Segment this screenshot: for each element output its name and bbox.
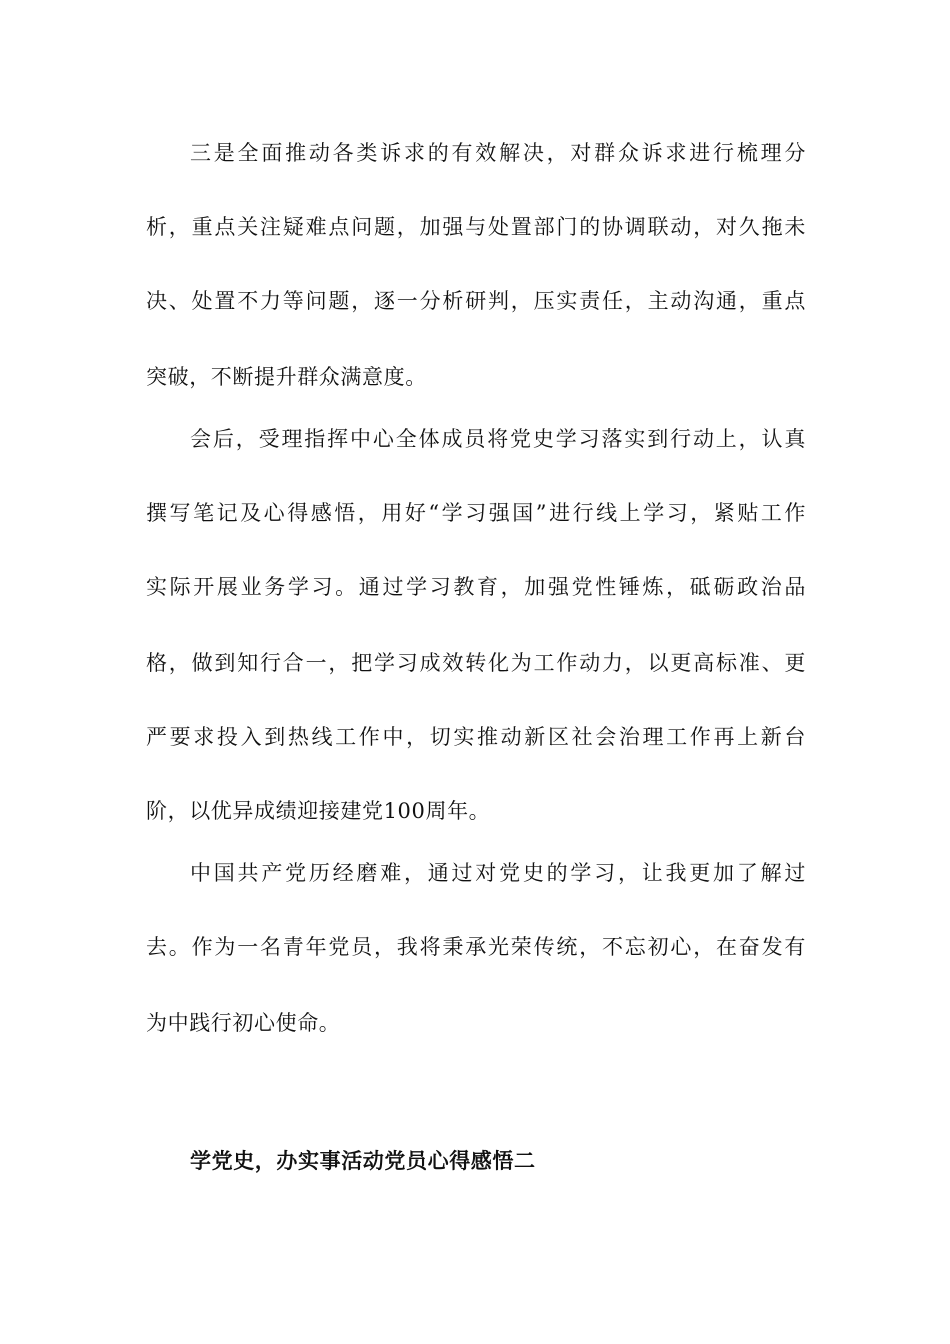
paragraph-2-line-2: 撰写笔记及心得感悟，用好“学习强国”进行线上学习，紧贴工作 [146,501,806,525]
paragraph-3-line-1: 中国共产党历经磨难，通过对党史的学习，让我更加了解过 [190,861,806,885]
paragraph-3-line-3: 为中践行初心使命。 [146,1011,341,1035]
paragraph-3-line-2: 去。作为一名青年党员，我将秉承光荣传统，不忘初心，在奋发有 [146,935,806,959]
paragraph-1-line-1: 三是全面推动各类诉求的有效解决，对群众诉求进行梳理分 [190,141,806,165]
paragraph-2-line-1: 会后，受理指挥中心全体成员将党史学习落实到行动上，认真 [190,427,806,451]
paragraph-1-line-2: 析，重点关注疑难点问题，加强与处置部门的协调联动，对久拖未 [146,215,806,239]
paragraph-2-line-3: 实际开展业务学习。通过学习教育，加强党性锤炼，砥砺政治品 [146,575,806,599]
paragraph-2-line-6: 阶，以优异成绩迎接建党100周年。 [146,799,491,823]
paragraph-1-line-3: 决、处置不力等问题，逐一分析研判，压实责任，主动沟通，重点 [146,289,806,313]
paragraph-1-line-4: 突破，不断提升群众满意度。 [146,365,427,389]
paragraph-2-line-4: 格，做到知行合一，把学习成效转化为工作动力，以更高标准、更 [146,651,806,675]
section-heading: 学党史，办实事活动党员心得感悟二 [190,1148,536,1173]
paragraph-2-line-5: 严要求投入到热线工作中，切实推动新区社会治理工作再上新台 [146,725,806,749]
